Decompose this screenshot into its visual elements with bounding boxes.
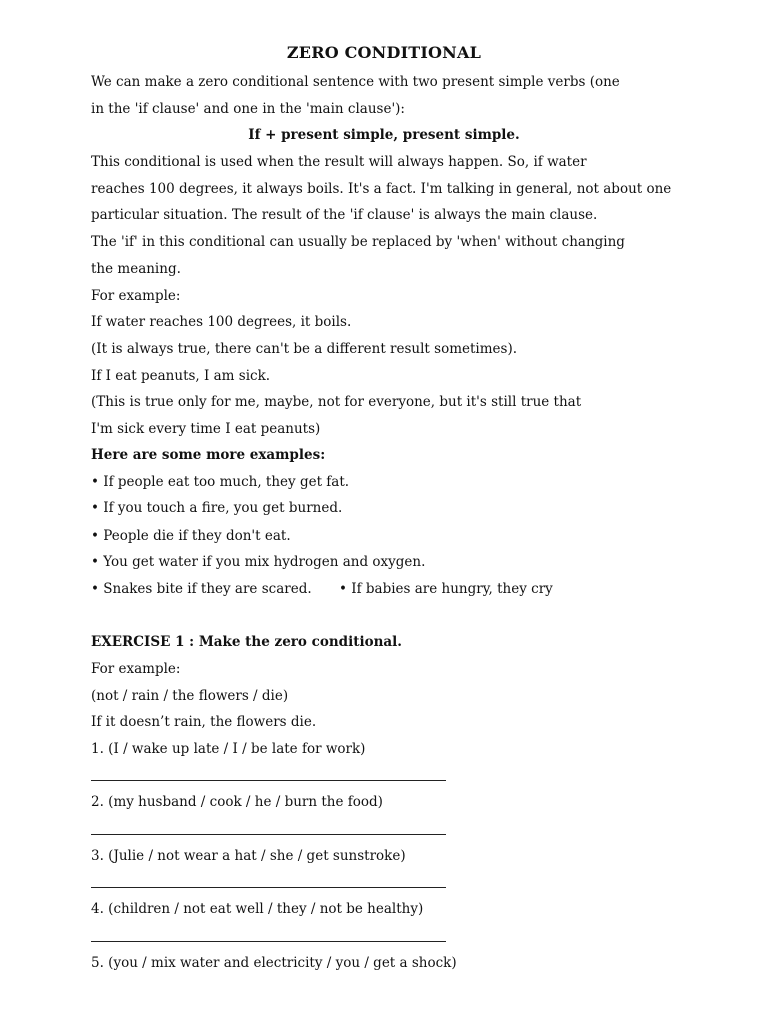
exercise-item-2: 2. (my husband / cook / he / burn the food) [91,794,383,810]
explanation-line-3: particular situation. The result of the 'if clause' is always the main clause. [91,207,598,223]
bullet-item: • People die if they don't eat. [91,528,291,544]
example-line-4: (This is true only for me, maybe, not for everyone, but it's still true that [91,394,582,410]
bullet-item: • If you touch a fire, you get burned. [91,500,343,516]
bullet-item: • If people eat too much, they get fat. [91,474,350,490]
exercise-item-3: 3. (Julie / not wear a hat / she / get sunstroke) [91,848,406,864]
answer-line-1 [91,780,446,781]
exercise-heading: EXERCISE 1 : Make the zero conditional. [91,634,402,650]
bullet-item: • If babies are hungry, they cry [339,581,553,597]
explanation-line-5: the meaning. [91,261,181,277]
example-line-3: If I eat peanuts, I am sick. [91,368,271,384]
exercise-item-5: 5. (you / mix water and electricity / you / get a shock) [91,955,457,971]
explanation-line-2: reaches 100 degrees, it always boils. It's a fact. I'm talking in general, not about one [91,181,672,197]
intro-line-2: in the 'if clause' and one in the 'main clause'): [91,101,405,117]
example-line-1: If water reaches 100 degrees, it boils. [91,314,352,330]
example-line-2: (It is always true, there can't be a different result sometimes). [91,341,518,357]
more-examples-heading: Here are some more examples: [91,447,326,463]
bullet-item: • Snakes bite if they are scared. [91,581,312,597]
example-line-5: I'm sick every time I eat peanuts) [91,421,321,437]
answer-line-3 [91,887,446,888]
explanation-line-1: This conditional is used when the result will always happen. So, if water [91,154,587,170]
page-title: ZERO CONDITIONAL [286,43,482,62]
exercise-item-1: 1. (I / wake up late / I / be late for work) [91,741,366,757]
formula: If + present simple, present simple. [248,127,520,143]
bullet-item: • You get water if you mix hydrogen and oxygen. [91,554,426,570]
intro-line-1: We can make a zero conditional sentence with two present simple verbs (one [91,74,620,90]
explanation-line-4: The 'if' in this conditional can usually be replaced by 'when' without changing [91,234,625,250]
answer-line-4 [91,941,446,942]
exercise-example-prompt: (not / rain / the flowers / die) [91,688,289,704]
exercise-example-answer: If it doesn’t rain, the flowers die. [91,714,317,730]
exercise-item-4: 4. (children / not eat well / they / not be healthy) [91,901,424,917]
exercise-for-example-label: For example: [91,661,181,677]
answer-line-2 [91,834,446,835]
for-example-label: For example: [91,288,181,304]
